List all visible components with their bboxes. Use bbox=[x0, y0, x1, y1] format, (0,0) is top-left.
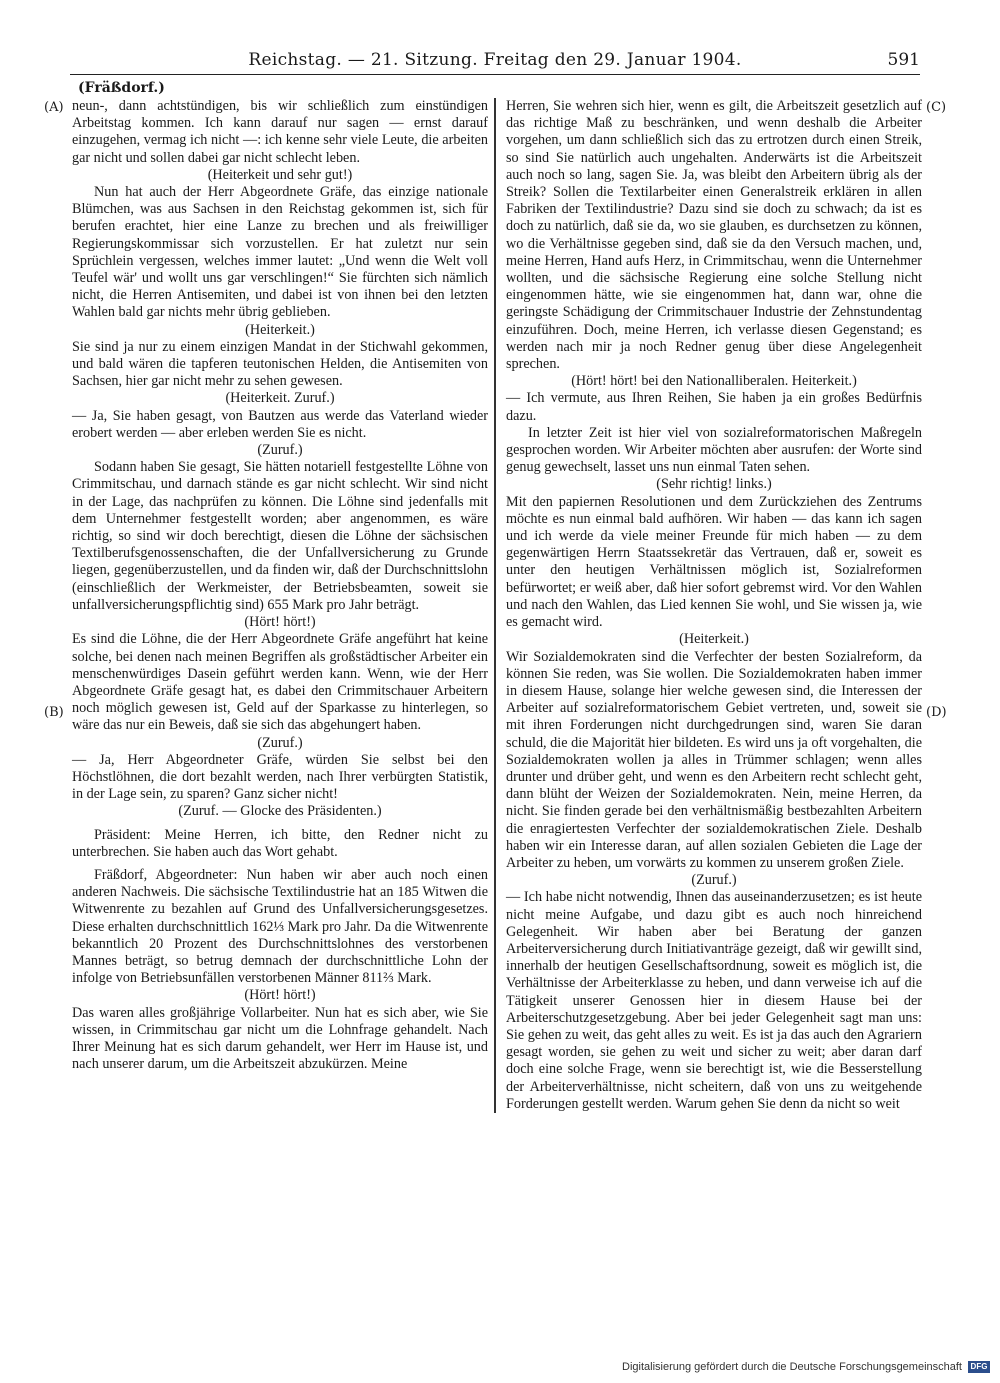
paragraph: — Ich habe nicht notwendig, Ihnen das auseinanderzusetzen; es ist heute nicht meine Aufgabe, und dazu gibt es auch noch hinreichend Gelegenheit. Wir haben aber bei Beratung der ganzen Arbeiterversicherung durch Initiativanträge gezeigt, daß wir gewillt sind, innerhalb der heutigen Gesellschaftsordnung, soweit es möglich ist, die Verhältnisse der Arbeiterklasse zu heben, und dann verweise ich auf die Tätigkeit unserer Genossen hier in diesem Hause bei der Arbeiterschutzgesetzgebung. Aber bei jeder Gelegenheit sagt man uns: Sie gehen zu weit, das geht alles zu weit. Es ist ja das auch den Agrariern gesagt worden, sie gehen zu weit und sicher zu weit; aber daran darf doch eine solche Frage, wenn sie berechtigt ist, wie die Besserstellung der Arbeiterverhältnisse, nicht scheitern, daß von uns zu weitgehende Forderungen gestellt werden. Warum gehen Sie denn da nicht so weit bbox=[506, 889, 922, 1112]
header-rule bbox=[70, 74, 920, 75]
interjection: (Sehr richtig! links.) bbox=[656, 476, 772, 493]
interjection: (Zuruf.) bbox=[257, 734, 303, 751]
interjection: (Zuruf.) bbox=[691, 872, 737, 889]
header-title: Reichstag. — 21. Sitzung. Freitag den 29. Januar 1904. bbox=[248, 50, 742, 70]
interjection: (Hört! hört!) bbox=[244, 614, 316, 631]
paragraph: Sie sind ja nur zu einem einzigen Mandat in der Stichwahl gekommen, und bald wären die tapferen teutonischen Helden, die Antisemiten von Sachsen, hier gar nicht mehr zu sehen gewesen. bbox=[72, 338, 488, 390]
paragraph: Es sind die Löhne, die der Herr Abgeordnete Gräfe angeführt hat keine solche, bei denen nach meinen Begriffen als großstädtischer Arbeiter ein menschenwürdiges Dasein geführt werden kann. Wenn, wie der Herr Abgeordnete Gräfe gesagt hat, es dabei den Crimmitschauer Arbeitern noch möglich gewesen ist, Geld auf der Sparkasse zu hinterlegen, so wäre das nur ein Beweis, daß sie sich das abgehungert haben. bbox=[72, 631, 488, 734]
paragraph: Wir Sozialdemokraten sind die Verfechter der besten Sozialreform, da können Sie reden, was Sie wollen. Die Sozialdemokraten haben immer in diesem Hause, solange hier welche gewesen sind, die Interessen der Arbeiter auf sozialreformatorischem Gebiet vertreten, und, soweit sie mit ihren Forderungen nicht durchgedrungen sind, waren Sie daran schuld, die die Majorität hier bildeten. Es wird uns ja oft vorgehalten, die Sozialdemokraten wollen ja alles in Trümmer schlagen; wenn alles drunter und drüber geht, und wenn es den Arbeitern recht schlecht geht, dann blüht der Weizen der Sozialdemokraten. Nein, meine Herren, da nicht. Sie finden gerade bei den verhältnismäßig bestbezahlten Arbeitern die enragiertesten Verfechter der sozialdemokratischen Ziele. Deshalb haben wir ein Interesse daran, auf allen sozialen Gebieten die Lage der Arbeiter zu heben, um vorwärts zu kommen zu unserem großen Ziele. bbox=[506, 648, 922, 871]
margin-marker-b: (B) bbox=[44, 705, 64, 720]
paragraph: Herren, Sie wehren sich hier, wenn es gilt, die Arbeitszeit gesetzlich auf das richtige Maß zu beschränken, und wenn deshalb die Arbeiter vorgehen, um dann schließlich sich das zu ertrotzen durch einen Streik, so sind Sie natürlich auch ungehalten. Anderwärts ist die Arbeitszeit auch noch so lang, sagen Sie. Ja, was bleibt den Arbeitern übrig als der Streik? Sollen die Textilarbeiter einen Generalstreik erklären in allen Fabriken der Textilindustrie? Dazu sind sie doch zu schwach; da ist es doch zu natürlich, daß sie da, wo sie glauben, es durchsetzen zu können, wo die Verhältnisse gegeben sind, daß sie da den Versuch machen, und, meine Herren, Hand aufs Herz, in Crimmitschau, wenn die Unternehmer wollten, und die sächsische Regierung eine solche Stellung nicht eingenommen hätte, wie sie eingenommen hat, dann war, ohne die geringste Schädigung der Crimmitschauer Industrie der Zehnstundentag einzuführen. Doch, meine Herren, ich verlasse diesen Gegenstand; es werden nach mir ja noch Redner genug über diese Angelegenheit sprechen. bbox=[506, 98, 922, 373]
paragraph: Fräßdorf, Abgeordneter: Nun haben wir aber auch noch einen anderen Nachweis. Die sächsische Textilindustrie hat an 185 Witwen die Witwenrente zu bezahlen auf Grund des Unfallversicherungsgesetzes. Diese erhalten durchschnittlich 162⅓ Mark pro Jahr. Da die Witwenrente bekanntlich 20 Prozent des Durchschnittslohnes des verstorbenen Mannes beträgt, so betrug demnach der durchschnittliche Lohn der infolge von Betriebsunfällen verstorbenen Männer 811⅔ Mark. bbox=[72, 866, 488, 987]
interjection: (Heiterkeit und sehr gut!) bbox=[207, 166, 353, 183]
paragraph: Nun hat auch der Herr Abgeordnete Gräfe, das einzige nationale Blümchen, was aus Sachsen in den Reichstag gekommen ist, sich für berufen erachtet, hier eine Lanze zu brechen und als freiwilliger Regierungskommissar sich vorzustellen. Er hat zuletzt nur sein Sprüchlein vergessen, welches immer lautet: „Und wenn die Welt voll Teufel wär' und wollt uns gar verschlingen!“ Sie fürchten sich nämlich nicht, die Herren Antisemiten, und dabei ist von ihnen bei den letzten Wahlen bald gar nichts mehr übrig geblieben. bbox=[72, 184, 488, 321]
paragraph: Sodann haben Sie gesagt, Sie hätten notariell festgestellte Löhne von Crimmitschau, und darnach stände es gar nicht schlecht. Wir sind nicht in der Lage, das nachprüfen zu können. Die Löhne sind jedenfalls mit dem Unternehmer festgestellt worden; aber angenommen, es wäre richtig, so sind wir doch berechtigt, diesen die Löhne der sächsischen Textilberufsgenossenschaften, die der Unfallversicherung zu Grunde liegen, gegenüberzustellen, und da finden wir, daß der Durchschnittslohn (einschließlich der Werkmeister, der Betriebsbeamten, soweit sie unfallversicherungspflichtig sind) 655 Mark pro Jahr beträgt. bbox=[72, 459, 488, 613]
column-divider bbox=[494, 98, 496, 1113]
paragraph: — Ich vermute, aus Ihren Reihen, Sie haben ja ein großes Bedürfnis dazu. bbox=[506, 390, 922, 424]
interjection: (Zuruf.) bbox=[257, 442, 303, 459]
footer-text: Digitalisierung gefördert durch die Deutsche Forschungsgemeinschaft bbox=[622, 1361, 962, 1373]
speaker-tag: (Fräßdorf.) bbox=[78, 80, 165, 96]
footer-credit bbox=[622, 1361, 990, 1373]
margin-marker-d: (D) bbox=[926, 705, 947, 720]
left-column bbox=[72, 98, 488, 1073]
page-header bbox=[70, 50, 920, 72]
interjection: (Hört! hört! bei den Nationalliberalen. Heiterkeit.) bbox=[571, 373, 857, 390]
paragraph: — Ja, Herr Abgeordneter Gräfe, würden Sie selbst bei den Höchstlöhnen, die dort bezahlt werden, nach Ihrer verbürgten Statistik, in der Lage sein, zu sparen? Ganz sicher nicht! bbox=[72, 751, 488, 803]
right-column bbox=[506, 98, 922, 1113]
interjection: (Hört! hört!) bbox=[244, 987, 316, 1004]
paragraph: — Ja, Sie haben gesagt, von Bautzen aus werde das Vaterland wieder erobert werden — aber erleben werden Sie es nicht. bbox=[72, 407, 488, 441]
dfg-logo: DFG bbox=[968, 1361, 990, 1373]
interjection: (Heiterkeit.) bbox=[245, 321, 315, 338]
paragraph: Mit den papiernen Resolutionen und dem Zurückziehen des Zentrums möchte es nun einmal bald aufhören. Wir haben — das kann ich sagen und ich werde da viele meiner Freunde für mich haben — zu dem gegenwärtigen Herrn Staatssekretär das Vertrauen, daß er, soweit es unter den heutigen Verhältnissen möglich ist, Sozialreformen befürwortet; er weiß aber, daß hier sofort gebremst wird. Vor den Wahlen und nach den Wahlen, das Lied kennen Sie wohl, und Sie wissen ja, wie es gemacht wird. bbox=[506, 493, 922, 631]
interjection: (Heiterkeit. Zuruf.) bbox=[225, 390, 335, 407]
interjection: (Heiterkeit.) bbox=[679, 631, 749, 648]
paragraph: neun-, dann achtstündigen, bis wir schließlich zum einstündigen Arbeitstag kommen. Ich kann darauf nur sagen — ernst darauf einzugehen, vermag ich nicht —: ich kenne sehr viele Leute, die arbeiten gar nicht und sollen dabei gar nicht schlecht leben. bbox=[72, 98, 488, 166]
margin-marker-a: (A) bbox=[44, 100, 64, 115]
margin-marker-c: (C) bbox=[926, 100, 947, 115]
interjection: (Zuruf. — Glocke des Präsidenten.) bbox=[178, 803, 382, 820]
paragraph: Das waren alles großjährige Vollarbeiter. Nun hat es sich aber, wie Sie wissen, in Crimmitschau gar nicht um die Lohnfrage gehandelt. Nach Ihrer Meinung hat es sich darum gehandelt, wer Herr im Hause ist, und nach unserer darum, um die Arbeitszeit abzukürzen. Meine bbox=[72, 1004, 488, 1073]
paragraph: In letzter Zeit ist hier viel von sozialreformatorischen Maßregeln gesprochen worden. Wir Arbeiter möchten aber ausrufen: der Worte sind genug gewechselt, lasset uns nun einmal Taten sehen. bbox=[506, 424, 922, 476]
president-remark: Präsident: Meine Herren, ich bitte, den Redner nicht zu unterbrechen. Sie haben auch das Wort gehabt. bbox=[72, 826, 488, 860]
page-number: 591 bbox=[887, 50, 920, 70]
